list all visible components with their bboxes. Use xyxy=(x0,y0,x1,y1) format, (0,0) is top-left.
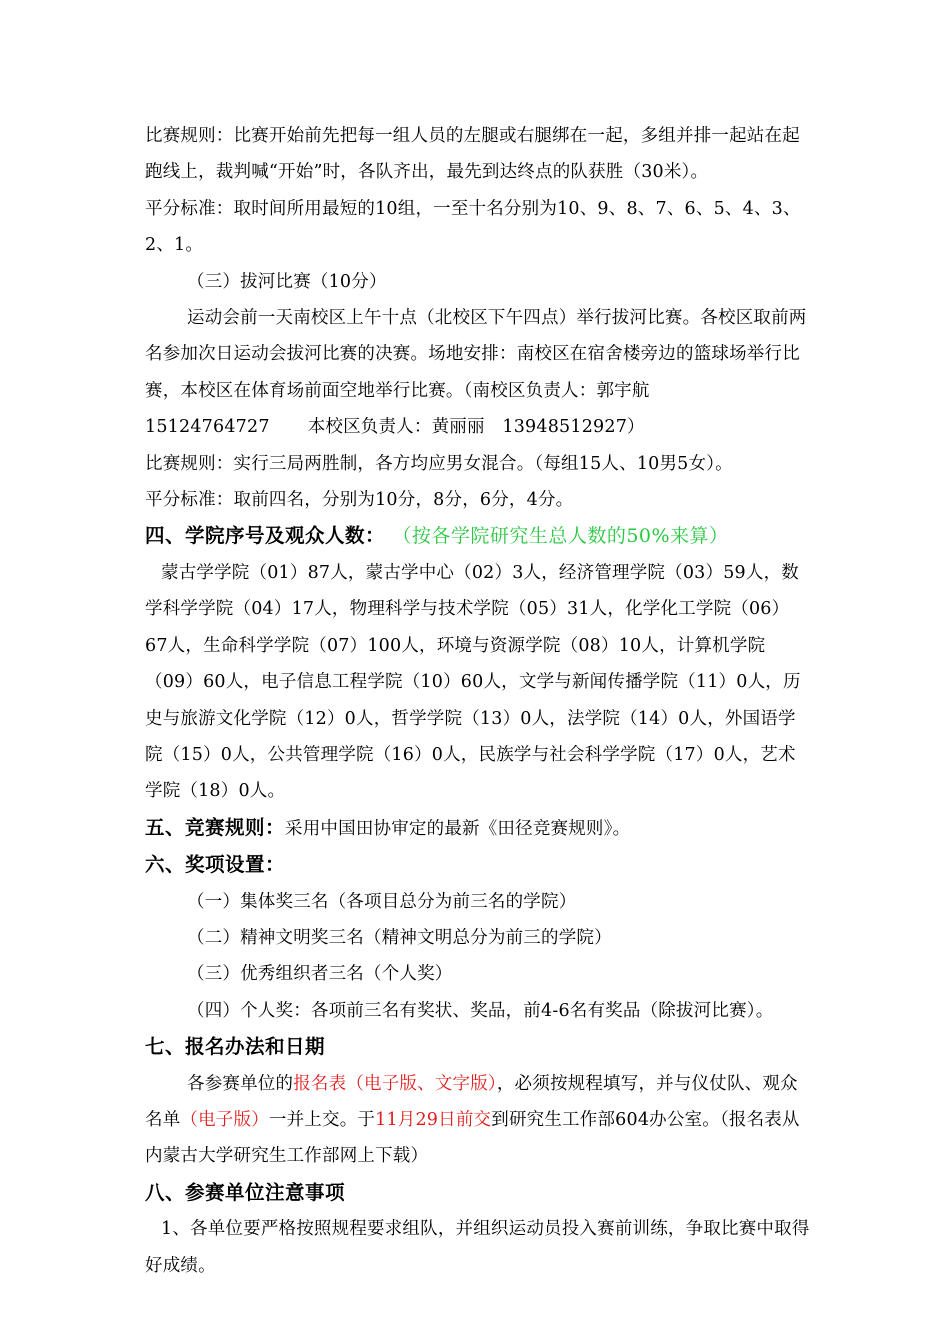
electronic-version-highlight: （电子版） xyxy=(180,1109,269,1130)
award-item-3: （三）优秀组织者三名（个人奖） xyxy=(187,964,453,985)
award-item-1: （一）集体奖三名（各项目总分为前三名的学院） xyxy=(187,891,577,912)
section4-heading: 四、学院序号及观众人数： xyxy=(145,524,386,548)
tug-of-war-desc-text: 运动会前一天南校区上午十点（北校区下午四点）举行拔河比赛。各校区取前两名参加次日运动会拔河比赛的决赛。场地安排：南校区在宿舍楼旁边的篮球场举行比赛，本校区在体育场前面空地举行比赛。（南校区负责人：郭宇航 xyxy=(145,308,807,401)
award-item-2: （二）精神文明奖三名（精神文明总分为前三的学院） xyxy=(187,927,612,948)
document-body xyxy=(145,118,810,1284)
tug-of-war-desc xyxy=(145,300,810,446)
tug-of-war-title: （三）拔河比赛（10分） xyxy=(187,271,387,292)
section7-text-4: 到研究生工作部604办公室。（报名表从内蒙古大学研究生工作部网上下载） xyxy=(145,1109,800,1167)
section4-note: （按各学院研究生总人数的50%来算） xyxy=(392,525,729,548)
section7-text-1: 各参赛单位的 xyxy=(187,1073,294,1094)
deadline-highlight: 11月29日前交 xyxy=(375,1109,492,1130)
registration-form-highlight: 报名表（电子版、文字版） xyxy=(293,1073,497,1094)
section4-body: 蒙古学学院（01）87人，蒙古学中心（02）3人，经济管理学院（03）59人，数学科学学院（04）17人，物理科学与技术学院（05）31人，化学化工学院（06）67人，生命科学学院（07）100人，环境与资源学院（08）10人，计算机学院（09）60人，电子信息工程学院（10）60人，文学与新闻传播学院（11）0人，历史与旅游文化学院（12）0人，哲学学院（13）0人，法学院（14）0人，外国语学院（15）0人，公共管理学院（16）0人，民族学与社会科学学院（17）0人，艺术学院（18）0人。 xyxy=(145,562,801,802)
section7-text-3: 一并上交。于 xyxy=(268,1109,376,1130)
main-campus-contact: 本校区负责人：黄丽丽 13948512927） xyxy=(307,417,645,438)
section4-heading-line xyxy=(145,518,810,554)
award-item-4: （四）个人奖：各项前三名有奖状、奖品，前4-6名有奖品（除拔河比赛）。 xyxy=(187,1000,774,1021)
section5-line xyxy=(145,810,810,847)
south-contact-phone: 15124764727 xyxy=(145,417,270,438)
section8-item-1: 1、各单位要严格按照规程要求组队，并组织运动员投入赛前训练，争取比赛中取得好成绩。 xyxy=(145,1219,810,1276)
section5-heading: 五、竞赛规则： xyxy=(145,815,286,839)
section8-heading: 八、参赛单位注意事项 xyxy=(145,1180,346,1204)
race-scoring: 平分标准：取时间所用最短的10组，一至十名分别为10、9、8、7、6、5、4、3、2、1。 xyxy=(145,198,801,256)
section5-body: 采用中国田协审定的最新《田径竞赛规则》。 xyxy=(285,818,631,839)
tug-of-war-rules: 比赛规则：实行三局两胜制，各方均应男女混合。（每组15人、10男5女）。 xyxy=(145,453,733,474)
section7-heading: 七、报名办法和日期 xyxy=(145,1035,326,1059)
section7-text-2: ，必须按规程填写，并与仪仗队、观众名单 xyxy=(145,1073,798,1130)
race-rules: 比赛规则：比赛开始前先把每一组人员的左腿或右腿绑在一起，多组并排一起站在起跑线上，裁判喊“开始”时，各队齐出，最先到达终点的队获胜（30米）。 xyxy=(145,126,800,183)
section6-heading: 六、奖项设置： xyxy=(145,853,286,877)
tug-of-war-scoring: 平分标准：取前四名，分别为10分，8分，6分，4分。 xyxy=(145,490,574,511)
section7-body xyxy=(145,1066,810,1175)
